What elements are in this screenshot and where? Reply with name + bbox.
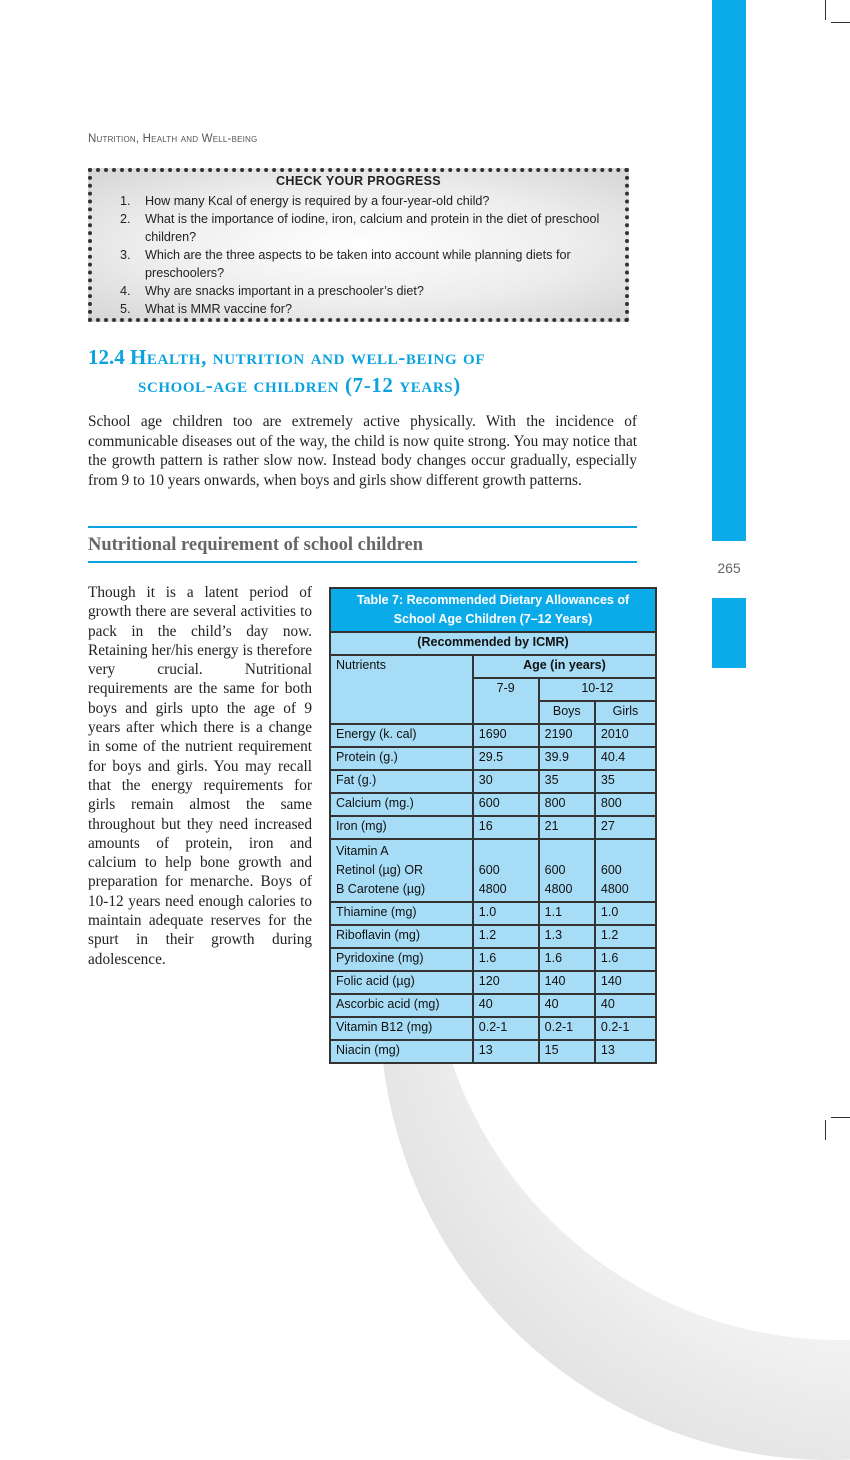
crop-mark-top-vertical xyxy=(825,0,826,20)
nutrient-cell: Fat (g.) xyxy=(330,770,473,793)
question-text: How many Kcal of energy is required by a four-year-old child? xyxy=(145,194,490,208)
subheading: Nutritional requirement of school children xyxy=(88,535,424,555)
boys-header: Boys xyxy=(539,701,595,724)
table-caption xyxy=(330,588,656,632)
question-number: 1. xyxy=(120,194,131,208)
nutrient-cell: Vitamin B12 (mg) xyxy=(330,1017,473,1040)
question-number: 2. xyxy=(120,212,131,226)
value-cell: 27 xyxy=(595,816,656,839)
retinol-label: Retinol (µg) OR xyxy=(336,863,424,877)
value-cell: 1.0 xyxy=(595,902,656,925)
retinol-value: 600 xyxy=(478,863,500,877)
table-row xyxy=(330,724,656,747)
table-row xyxy=(330,902,656,925)
value-cell: 1690 xyxy=(473,724,539,747)
question-number: 4. xyxy=(120,284,131,298)
table-row xyxy=(330,793,656,816)
nutrient-cell xyxy=(330,839,473,902)
table-row xyxy=(330,925,656,948)
value-cell: 0.2-1 xyxy=(595,1017,656,1040)
value-cell: 1.6 xyxy=(595,948,656,971)
running-head: Nutrition, Health and Well-being xyxy=(88,133,258,145)
age-group-7-9: 7-9 xyxy=(473,678,539,724)
nutrient-cell: Protein (g.) xyxy=(330,747,473,770)
value-cell: 140 xyxy=(595,971,656,994)
question-item xyxy=(92,282,625,300)
value-cell: 40.4 xyxy=(595,747,656,770)
value-cell: 600 xyxy=(473,793,539,816)
vitamin-a-label: Vitamin A xyxy=(336,844,389,858)
value-cell: 800 xyxy=(595,793,656,816)
section-heading xyxy=(88,343,485,399)
value-cell xyxy=(473,839,539,902)
nutrient-cell: Ascorbic acid (mg) xyxy=(330,994,473,1017)
carotene-value: 4800 xyxy=(478,882,507,896)
question-number: 5. xyxy=(120,302,131,316)
value-cell: 1.6 xyxy=(539,948,595,971)
retinol-value: 600 xyxy=(544,863,566,877)
value-cell: 2010 xyxy=(595,724,656,747)
nutrient-cell: Iron (mg) xyxy=(330,816,473,839)
sidebar-bar-top xyxy=(712,0,746,541)
value-cell: 35 xyxy=(595,770,656,793)
question-item xyxy=(92,210,625,246)
value-cell: 1.6 xyxy=(473,948,539,971)
table-row xyxy=(330,971,656,994)
value-cell xyxy=(595,839,656,902)
value-cell xyxy=(539,839,595,902)
question-item xyxy=(92,246,625,282)
side-paragraph: Though it is a latent period of growth there are several activities to pack in the child’s day now. Retaining her/his energy is therefore very crucial. Nutritional requirements are the same for both boys and girls upto the age of 9 years after which there is a change in some of the nutrient requirement for boys and girls. You may recall that the energy requirements for girls remain almost the same throughout but they need increased amounts of protein, iron and calcium to help bone growth and preparation for menarche. Boys of 10-12 years need enough calories to maintain adequate reserves for the spurt in their growth during adolescence. xyxy=(88,584,312,968)
value-cell: 15 xyxy=(539,1040,595,1063)
sidebar-bar-bottom xyxy=(712,598,746,668)
value-cell: 30 xyxy=(473,770,539,793)
table-row xyxy=(330,816,656,839)
value-cell: 40 xyxy=(539,994,595,1017)
subheading-rule-bottom xyxy=(88,561,637,563)
value-cell: 39.9 xyxy=(539,747,595,770)
value-cell: 1.2 xyxy=(595,925,656,948)
nutrients-header: Nutrients xyxy=(330,655,473,724)
question-text: What is the importance of iodine, iron, calcium and protein in the diet of preschool children? xyxy=(145,212,600,244)
carotene-value: 4800 xyxy=(544,882,573,896)
section-title-line1: Health, nutrition and well-being of xyxy=(130,345,486,369)
value-cell: 13 xyxy=(595,1040,656,1063)
value-cell: 1.2 xyxy=(473,925,539,948)
nutrient-cell: Riboflavin (mg) xyxy=(330,925,473,948)
value-cell: 29.5 xyxy=(473,747,539,770)
table-row xyxy=(330,747,656,770)
value-cell: 1.0 xyxy=(473,902,539,925)
value-cell: 0.2-1 xyxy=(539,1017,595,1040)
question-item xyxy=(92,192,625,210)
nutrient-cell: Folic acid (µg) xyxy=(330,971,473,994)
check-progress-box xyxy=(88,168,629,322)
check-progress-list xyxy=(92,192,625,318)
crop-mark-top-horizontal xyxy=(831,22,850,23)
crop-mark-bottom-vertical xyxy=(825,1120,826,1140)
table-row xyxy=(330,1017,656,1040)
value-cell: 800 xyxy=(539,793,595,816)
retinol-value: 600 xyxy=(600,863,622,877)
value-cell: 35 xyxy=(539,770,595,793)
value-cell: 13 xyxy=(473,1040,539,1063)
age-group-10-12: 10-12 xyxy=(539,678,656,701)
value-cell: 140 xyxy=(539,971,595,994)
table-row xyxy=(330,1040,656,1063)
question-text: Why are snacks important in a preschooler’s diet? xyxy=(145,284,424,298)
value-cell: 0.2-1 xyxy=(473,1017,539,1040)
table-caption-line1: Table 7: Recommended Dietary Allowances of xyxy=(356,593,630,607)
table-row xyxy=(330,994,656,1017)
carotene-label: B Carotene (µg) xyxy=(336,882,426,896)
page-number: 265 xyxy=(717,560,741,576)
section-number: 12.4 xyxy=(88,345,125,369)
nutrient-cell: Energy (k. cal) xyxy=(330,724,473,747)
value-cell: 21 xyxy=(539,816,595,839)
intro-paragraph: School age children too are extremely active physically. With the incidence of communicable diseases out of the way, the child is now quite strong. You may notice that the growth pattern is rather slow now. Instead body changes occur gradually, especially from 9 to 10 years onwards, when boys and girls show different growth patterns. xyxy=(88,413,637,489)
table-row xyxy=(330,770,656,793)
table-subtitle: (Recommended by ICMR) xyxy=(330,632,656,655)
nutrient-cell: Niacin (mg) xyxy=(330,1040,473,1063)
subheading-rule-top xyxy=(88,526,637,528)
question-number: 3. xyxy=(120,248,131,262)
value-cell: 120 xyxy=(473,971,539,994)
crop-mark-bottom-horizontal xyxy=(831,1117,850,1118)
question-text: What is MMR vaccine for? xyxy=(145,302,292,316)
nutrient-cell: Calcium (mg.) xyxy=(330,793,473,816)
value-cell: 40 xyxy=(595,994,656,1017)
value-cell: 1.1 xyxy=(539,902,595,925)
question-item xyxy=(92,300,625,318)
value-cell: 2190 xyxy=(539,724,595,747)
girls-header: Girls xyxy=(595,701,656,724)
section-title-line2: school-age children (7-12 years) xyxy=(138,373,461,397)
question-text: Which are the three aspects to be taken into account while planning diets for preschoolers? xyxy=(145,248,571,280)
check-progress-title: CHECK YOUR PROGRESS xyxy=(275,174,441,188)
table-row xyxy=(330,948,656,971)
rda-table xyxy=(329,587,657,1064)
table-row-vitamin-a xyxy=(330,839,656,902)
nutrient-cell: Pyridoxine (mg) xyxy=(330,948,473,971)
value-cell: 1.3 xyxy=(539,925,595,948)
value-cell: 16 xyxy=(473,816,539,839)
nutrient-cell: Thiamine (mg) xyxy=(330,902,473,925)
carotene-value: 4800 xyxy=(600,882,629,896)
table-caption-line2: School Age Children (7–12 Years) xyxy=(393,612,593,626)
value-cell: 40 xyxy=(473,994,539,1017)
age-header: Age (in years) xyxy=(473,655,656,678)
